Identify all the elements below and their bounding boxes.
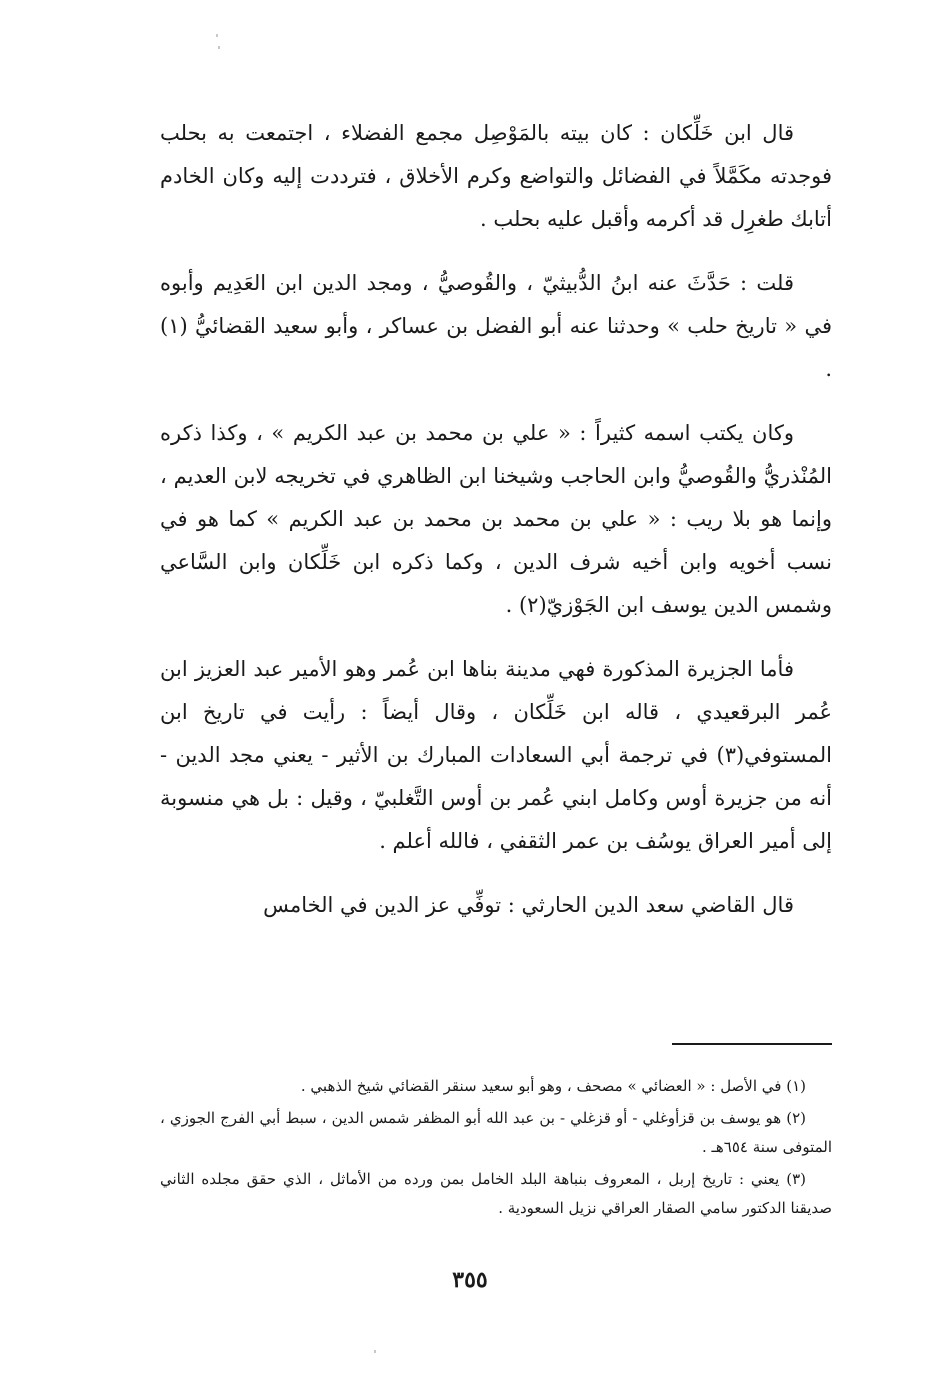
page-number: ٣٥٥ bbox=[452, 1267, 488, 1293]
footnote-separator bbox=[672, 1043, 832, 1045]
scan-speck bbox=[216, 34, 218, 37]
paragraph: قلت : حَدَّثَ عنه ابنُ الدُّبيثيّ ، والقُوصيُّ ، ومجد الدين ابن العَدِيم وأبوه في « تاريخ حلب » وحدثنا عنه أبو الفضل بن عساكر ، وأبو سعيد القضائيُّ (١) . bbox=[160, 271, 832, 381]
paragraph: فأما الجزيرة المذكورة فهي مدينة بناها ابن عُمر وهو الأمير عبد العزيز ابن عُمر البرقعيدي ، قاله ابن خَلِّكان ، وقال أيضاً : رأيت في تاريخ ابن المستوفي(٣) في ترجمة أبي السعادات المبارك بن الأثير - يعني مجد الدين - أنه من جزيرة أوس وكامل ابني عُمر بن أوس التَّغلبيّ ، وقيل : بل هي منسوبة إلى أمير العراق يوسُف بن عمر الثقفي ، فالله أعلم . bbox=[160, 657, 832, 853]
paragraph: قال القاضي سعد الدين الحارثي : توفِّي عز الدين في الخامس bbox=[263, 893, 794, 917]
scan-speck bbox=[374, 1350, 376, 1353]
main-text bbox=[160, 112, 832, 927]
paragraph: وكان يكتب اسمه كثيراً : « علي بن محمد بن عبد الكريم » ، وكذا ذكره المُنْذريُّ والقُوصيُّ وابن الحاجب وشيخنا ابن الظاهري في تخريجه لابن العديم ، وإنما هو بلا ريب : « علي بن محمد بن محمد بن عبد الكريم » كما هو في نسب أخويه وابن أخيه شرف الدين ، وكما ذكره ابن خَلِّكان وابن السَّاعي وشمس الدين يوسف ابن الجَوْزيّ(٢) . bbox=[160, 421, 832, 617]
footnote: (٢) هو يوسف بن قزأوغلي - أو قزغلي - بن عبد الله أبو المظفر شمس الدين ، سبط أبي الفرج الجوزي ، المتوفى سنة ٦٥٤هـ . bbox=[160, 1109, 832, 1156]
footnote: (١) في الأصل : « العضائي » مصحف ، وهو أبو سعيد سنقر القضائي شيخ الذهبي . bbox=[300, 1077, 806, 1095]
paragraph: قال ابن خَلِّكان : كان بيته بالمَوْصِل مجمع الفضلاء ، اجتمعت به بحلب فوجدته مكَمَّلاً في الفضائل والتواضع وكرم الأخلاق ، فترددت إليه وكان الخادم أتابك طغرِل قد أكرمه وأقبل عليه بحلب . bbox=[160, 121, 832, 231]
footnote: (٣) يعني : تاريخ إربل ، المعروف بنباهة البلد الخامل بمن ورده من الأماثل ، الذي حقق مجلده الثاني صديقنا الدكتور سامي الصقار العراقي نزيل السعودية . bbox=[160, 1170, 832, 1217]
footnotes bbox=[160, 1072, 832, 1226]
scan-speck bbox=[218, 46, 220, 49]
